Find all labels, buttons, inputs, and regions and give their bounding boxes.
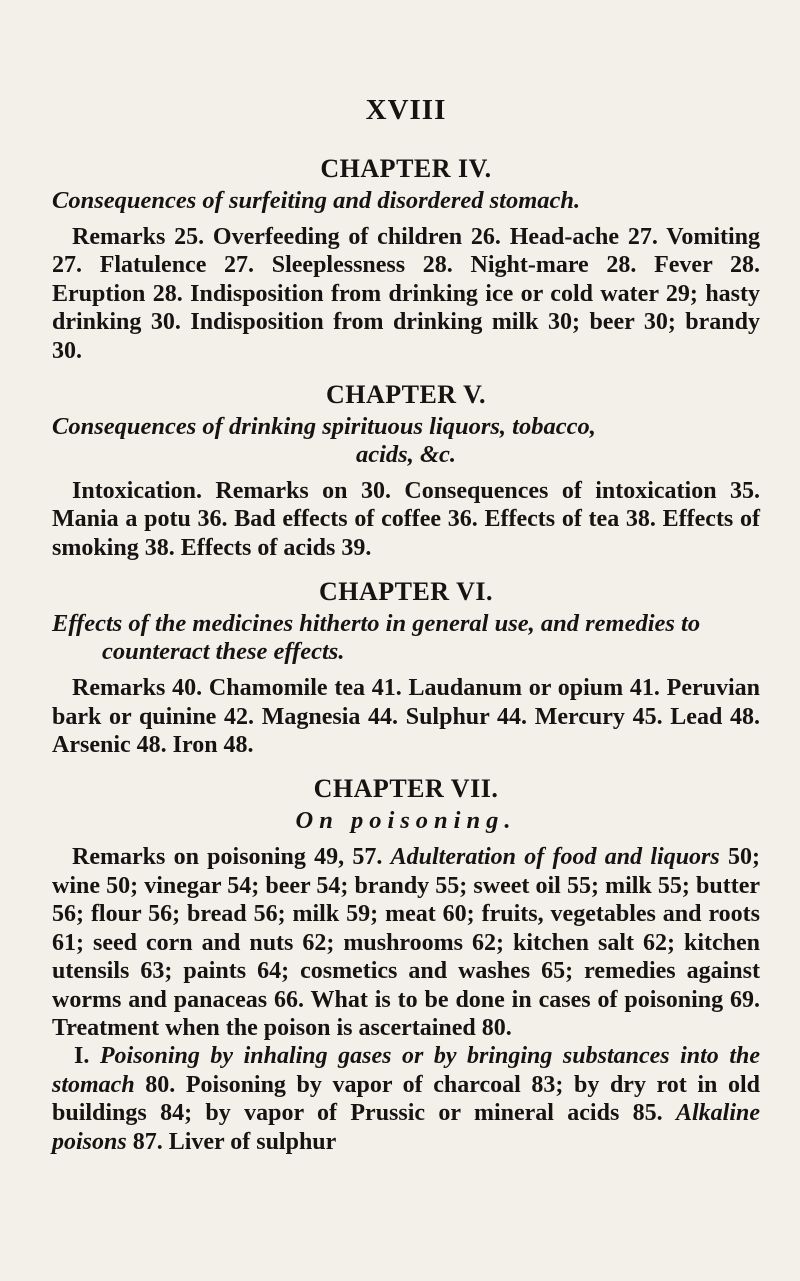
chapter-heading: CHAPTER VI.	[318, 577, 494, 607]
chapter-title-line-2: acids, &c.	[355, 441, 457, 469]
contents-italic-text: Adulteration of food and liquors	[390, 844, 720, 871]
section-italic-text: Alkaline poisons	[52, 1100, 760, 1155]
section-text: 80. Poisoning by vapor of charcoal 83; by dry rot in old buildings 84; by vapor of Prussic or mineral acids 85.	[52, 1071, 760, 1127]
chapter-v	[52, 379, 760, 562]
chapter-contents: Intoxication. Remarks on 30. Consequences of intoxication 35. Mania a potu 36. Bad effects of coffee 36. Effects of tea 38. Effects of smoking 38. Effects of acids 39.	[52, 478, 760, 561]
page-folio: XVIII	[365, 94, 447, 126]
section-label: I.	[74, 1043, 100, 1070]
chapter-contents	[52, 843, 760, 1042]
chapter-heading: CHAPTER V.	[325, 380, 487, 410]
chapter-title	[52, 413, 760, 469]
contents-text: Remarks on poisoning 49, 57.	[72, 844, 391, 871]
chapter-contents: Remarks 25. Overfeeding of children 26. Head-ache 27. Vomiting 27. Flatulence 27. Sleeplessness 28. Night-mare 28. Fever 28. Eruption 28. Indisposition from drinking ice or cold water 29; hasty drinking 30. Indisposition from drinking milk 30; beer 30; brandy 30.	[52, 224, 760, 364]
contents-text: 50; wine 50; vinegar 54; beer 54; brandy 55; sweet oil 55; milk 55; butter 56; flour 56; bread 56; milk 59; meat 60; fruits, vegetables and roots 61; seed corn and nuts 62; mushrooms 62; kitchen salt 62; kitchen utensils 63; paints 64; cosmetics and washes 65; remedies against worms and panaceas 66. What is to be done in cases of poisoning 69. Treatment when the poison is ascertained 80.	[52, 844, 760, 1041]
chapter-contents: Remarks 40. Chamomile tea 41. Laudanum or opium 41. Peruvian bark or quinine 42. Magnesia 44. Sulphur 44. Mercury 45. Lead 48. Arsenic 48. Iron 48.	[52, 675, 760, 759]
chapter-vii	[52, 773, 760, 1155]
section-contents	[52, 1042, 760, 1156]
chapter-iv	[52, 153, 760, 365]
chapter-title: Effects of the medicines hitherto in general use, and remedies to counteract these effects.	[52, 610, 701, 666]
section-text: 87. Liver of sulphur	[126, 1128, 337, 1155]
chapter-title: On poisoning.	[295, 807, 517, 835]
chapter-heading: CHAPTER VII.	[313, 774, 499, 804]
chapter-title-line-1: Consequences of drinking spirituous liquors, tobacco,	[52, 413, 596, 441]
section-italic-text: Poisoning by inhaling gases or by bringing substances into the stomach	[52, 1043, 760, 1098]
chapter-heading: CHAPTER IV.	[320, 154, 492, 183]
chapter-title: Consequences of surfeiting and disordered stomach.	[52, 187, 581, 214]
chapter-vi	[52, 576, 760, 759]
